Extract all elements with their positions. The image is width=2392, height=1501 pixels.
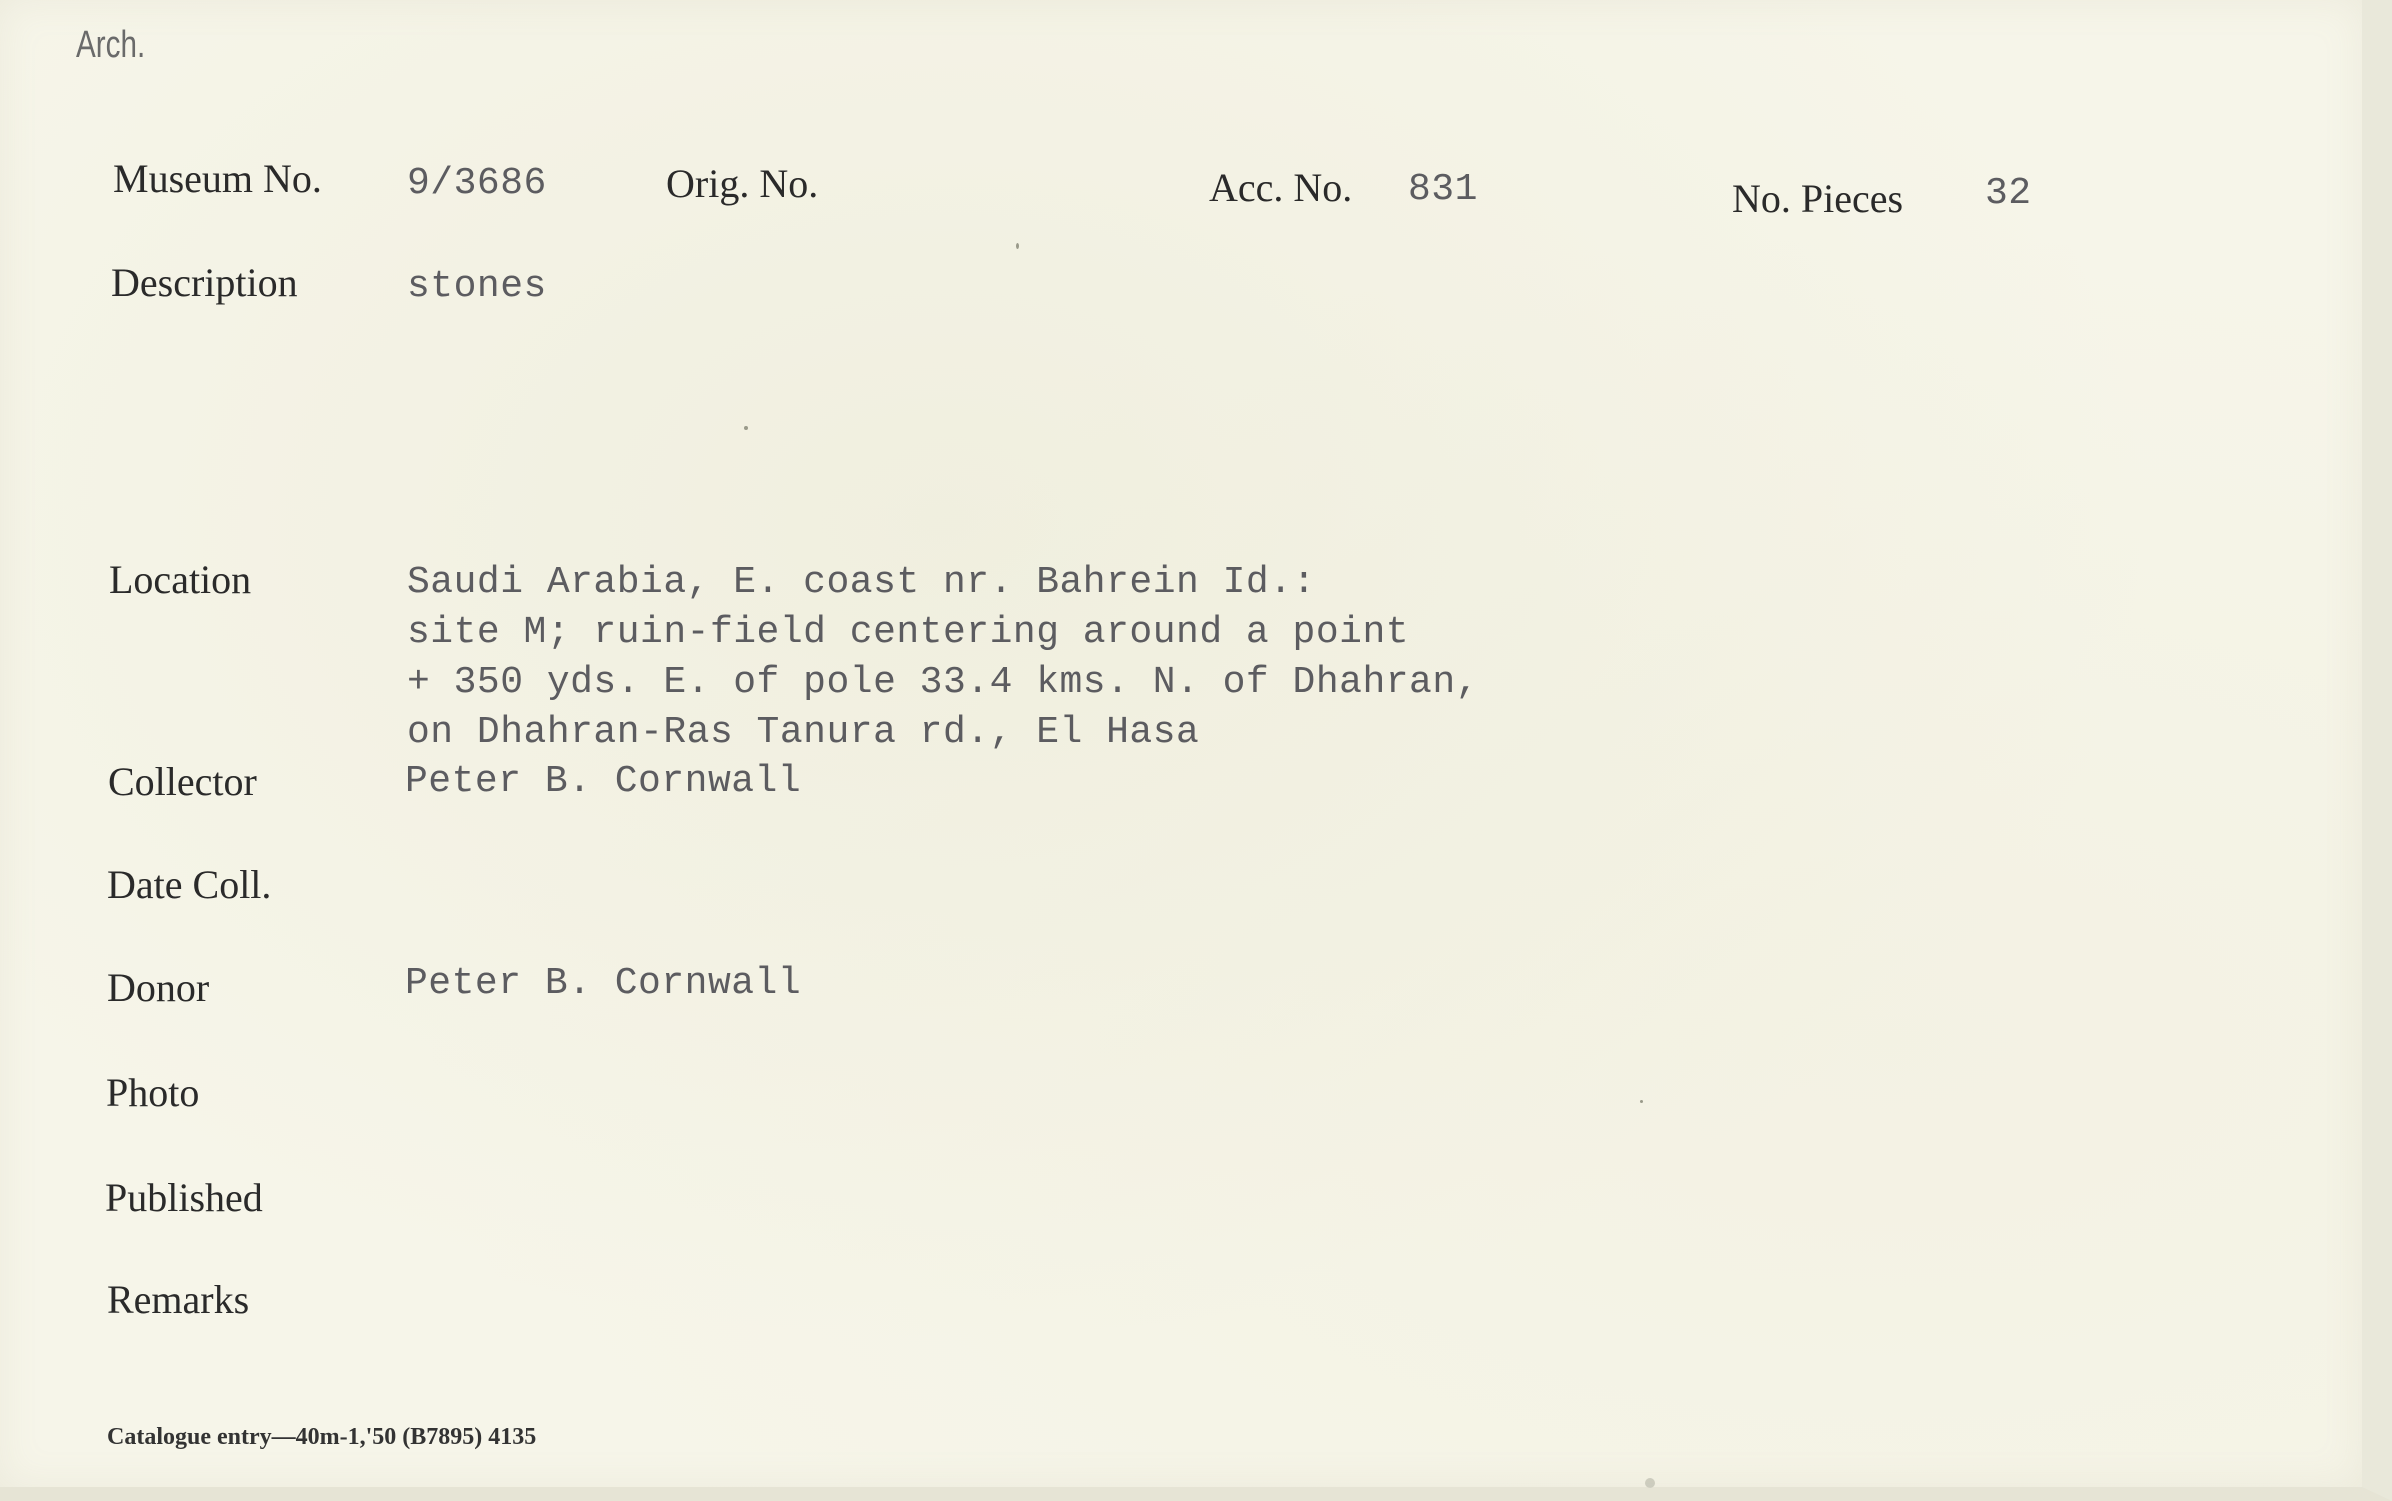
location-value: [407, 558, 1479, 758]
acc-no-label: Acc. No.: [1209, 165, 1353, 210]
acc-no-value: 831: [1408, 168, 1478, 211]
published-label: Published: [105, 1175, 263, 1220]
collector-value: Peter B. Cornwall: [405, 760, 802, 803]
description-value: stones: [407, 265, 547, 308]
collector-label: Collector: [108, 759, 257, 804]
corner-stamp: Arch.: [76, 24, 146, 66]
paper-speck: [744, 426, 748, 430]
no-pieces-value: 32: [1985, 172, 2032, 215]
paper-speck: [1645, 1478, 1655, 1488]
location-line: + 350 yds. E. of pole 33.4 kms. N. of Dhahran,: [407, 661, 1479, 704]
location-line: Saudi Arabia, E. coast nr. Bahrein Id.:: [407, 561, 1316, 604]
date-coll-label: Date Coll.: [107, 862, 272, 907]
paper-speck: [1016, 243, 1019, 249]
catalogue-footer: Catalogue entry—40m-1,'50 (B7895) 4135: [107, 1424, 537, 1450]
photo-label: Photo: [106, 1070, 200, 1115]
remarks-label: Remarks: [107, 1277, 250, 1322]
location-line: on Dhahran-Ras Tanura rd., El Hasa: [407, 711, 1200, 754]
paper-speck: [1640, 1100, 1643, 1103]
museum-no-value: 9/3686: [407, 162, 547, 205]
donor-label: Donor: [107, 965, 210, 1010]
location-line: site M; ruin-field centering around a point: [407, 611, 1410, 654]
orig-no-label: Orig. No.: [666, 161, 819, 206]
donor-value: Peter B. Cornwall: [405, 962, 802, 1005]
description-label: Description: [111, 260, 298, 305]
no-pieces-label: No. Pieces: [1732, 176, 1904, 221]
museum-no-label: Museum No.: [113, 156, 322, 201]
location-label: Location: [109, 557, 252, 602]
